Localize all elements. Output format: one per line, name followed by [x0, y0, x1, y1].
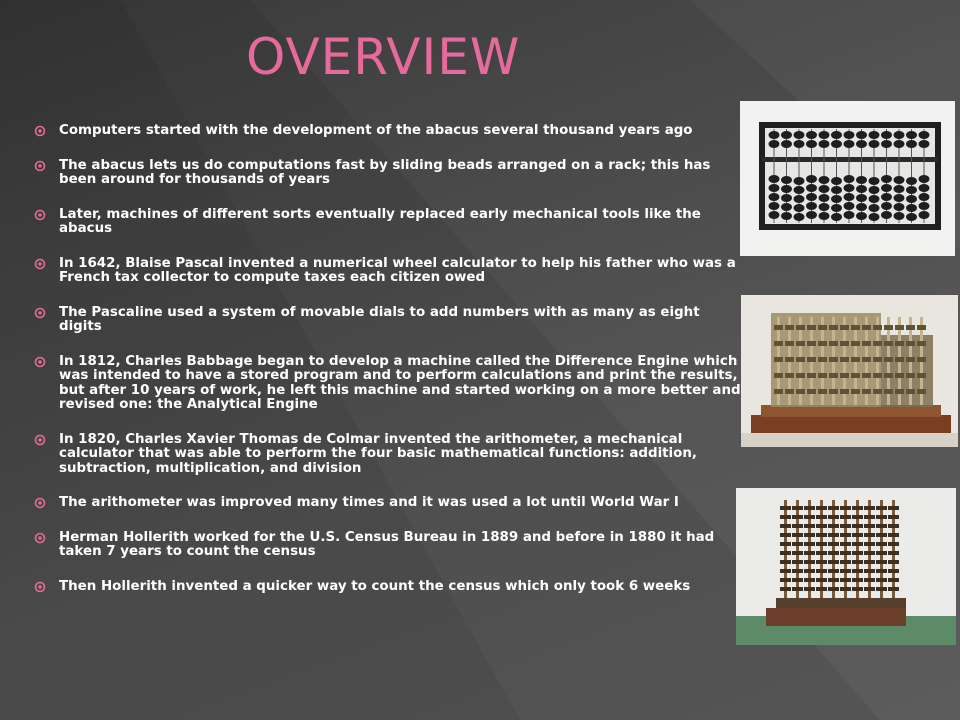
bullet-item	[34, 124, 746, 139]
bullet-item	[34, 433, 746, 477]
bullet-target-icon	[34, 532, 46, 544]
difference-engine-photo	[741, 295, 958, 447]
abacus-illustration	[740, 101, 955, 256]
bullet-text: Computers started with the development of the abacus several thousand years ago	[59, 123, 693, 138]
bullet-text: In 1642, Blaise Pascal invented a numerical wheel calculator to help his father who was a French tax collector to compute taxes each citizen owed	[59, 255, 736, 285]
bullet-target-icon	[34, 160, 46, 172]
bullet-target-icon	[34, 497, 46, 509]
bullet-target-icon	[34, 125, 46, 137]
abacus-photo	[740, 101, 955, 256]
bullet-item	[34, 306, 746, 335]
analytical-engine-photo	[736, 488, 956, 645]
bullet-text: Herman Hollerith worked for the U.S. Census Bureau in 1889 and before in 1880 it had taken 7 years to count the census	[59, 529, 715, 559]
bullet-target-icon	[34, 434, 46, 446]
bullet-text: The arithometer was improved many times and it was used a lot until World War I	[59, 495, 679, 510]
bullet-text: The abacus lets us do computations fast by sliding beads arranged on a rack; this has been around for thousands of years	[59, 157, 711, 187]
bullet-item	[34, 208, 746, 237]
bullet-list	[34, 124, 746, 614]
bullet-target-icon	[34, 581, 46, 593]
bullet-target-icon	[34, 209, 46, 221]
bullet-item	[34, 159, 746, 188]
bullet-item	[34, 355, 746, 413]
slide-title: OVERVIEW	[246, 28, 521, 86]
bullet-text: In 1812, Charles Babbage began to develop a machine called the Difference Engine which was intended to have a stored program and to perform calculations and print the results, but after 10 years of work, he left this machine and started working on a more better and revised one: the Analytical Engine	[59, 353, 741, 412]
bullet-text: The Pascaline used a system of movable dials to add numbers with as many as eight digits	[59, 304, 700, 334]
difference-engine-illustration	[741, 295, 958, 447]
bullet-item	[34, 257, 746, 286]
analytical-engine-illustration	[736, 488, 956, 645]
bullet-target-icon	[34, 307, 46, 319]
bullet-target-icon	[34, 258, 46, 270]
bullet-target-icon	[34, 356, 46, 368]
bullet-item	[34, 496, 746, 511]
bullet-item	[34, 531, 746, 560]
bullet-text: In 1820, Charles Xavier Thomas de Colmar invented the arithometer, a mechanical calculator that was able to perform the four basic mathematical functions: addition, subtraction, multiplication, and division	[59, 431, 697, 476]
bullet-text: Later, machines of different sorts eventually replaced early mechanical tools like the abacus	[59, 206, 701, 236]
bullet-text: Then Hollerith invented a quicker way to count the census which only took 6 weeks	[59, 578, 691, 594]
bullet-item	[34, 580, 746, 595]
